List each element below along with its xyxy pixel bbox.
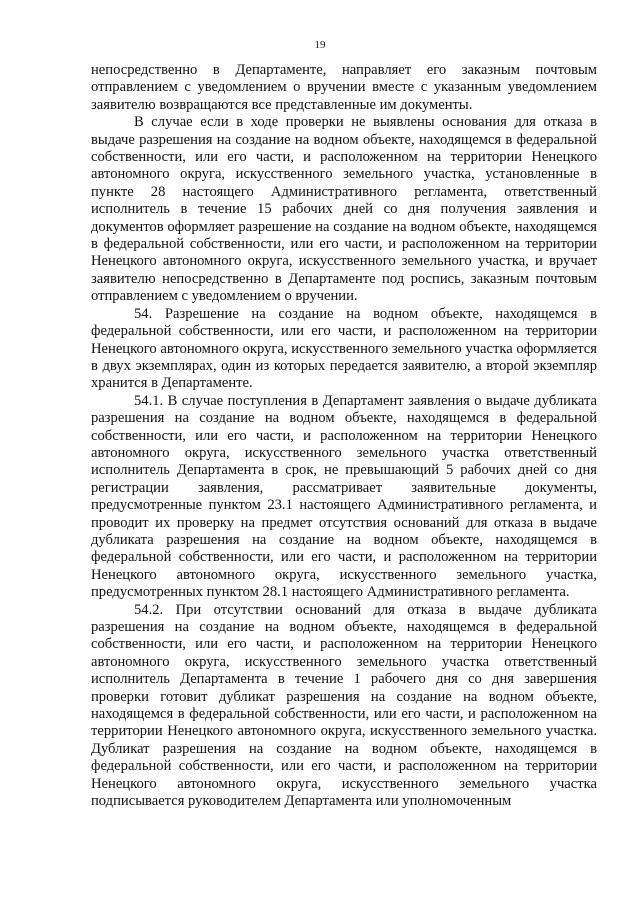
paragraph: 54.2. При отсутствии оснований для отказа в выдаче дубликата разрешения на создание на водном объекте, находящемся в федеральной собственности, или его части, и расположенном на территории Ненецкого автономного округа, искусственного земельного участка ответственный исполнитель Департамента в течение 1 рабочего дня со дня завершения проверки готовит дубликат разрешения на создание на водном объекте, находящемся в федеральной собственности, или его части, и расположенном на территории Ненецкого автономного округа, искусственного земельного участка. Дубликат разрешения на создание на водном объекте, находящемся в федеральной собственности, или его части, и расположенном на территории Ненецкого автономного округа, искусственного земельного участка подписывается руководителем Департамента или уполномоченным xyxy=(91,601,597,810)
paragraph: В случае если в ходе проверки не выявлены основания для отказа в выдаче разрешения на создание на водном объекте, находящемся в федеральной собственности, или его части, и расположенном на территории Ненецкого автономного округа, искусственного земельного участка, установленные в пункте 28 настоящего Административного регламента, ответственный исполнитель в течение 15 рабочих дней со дня получения заявления и документов оформляет разрешение на создание на водном объекте, находящемся в федеральной собственности, или его части, и расположенном на территории Ненецкого автономного округа, искусственного земельного участка, и вручает заявителю непосредственно в Департаменте под роспись, заказным почтовым отправлением с уведомлением о вручении. xyxy=(91,114,597,305)
page-number: 19 xyxy=(314,39,326,51)
document-body xyxy=(91,62,597,810)
paragraph: 54. Разрешение на создание на водном объекте, находящемся в федеральной собственности, или его части, и расположенном на территории Ненецкого автономного округа, искусственного земельного участка оформляется в двух экземплярах, один из которых передается заявителю, а второй экземпляр хранится в Департаменте. xyxy=(91,305,597,392)
paragraph: 54.1. В случае поступления в Департамент заявления о выдаче дубликата разрешения на создание на водном объекте, находящемся в федеральной собственности, или его части, и расположенном на территории Ненецкого автономного округа, искусственного земельного участка ответственный исполнитель Департамента в срок, не превышающий 5 рабочих дней со дня регистрации заявления, рассматривает заявительные документы, предусмотренные пунктом 23.1 настоящего Административного регламента, и проводит их проверку на предмет отсутствия оснований для отказа в выдаче дубликата разрешения на создание на водном объекте, находящемся в федеральной собственности, или его части, и расположенном на территории Ненецкого автономного округа, искусственного земельного участка, предусмотренных пунктом 28.1 настоящего Административного регламента. xyxy=(91,392,597,601)
paragraph: непосредственно в Департаменте, направляет его заказным почтовым отправлением с уведомлением о вручении вместе с указанным уведомлением заявителю возвращаются все представленные им документы. xyxy=(91,62,597,113)
